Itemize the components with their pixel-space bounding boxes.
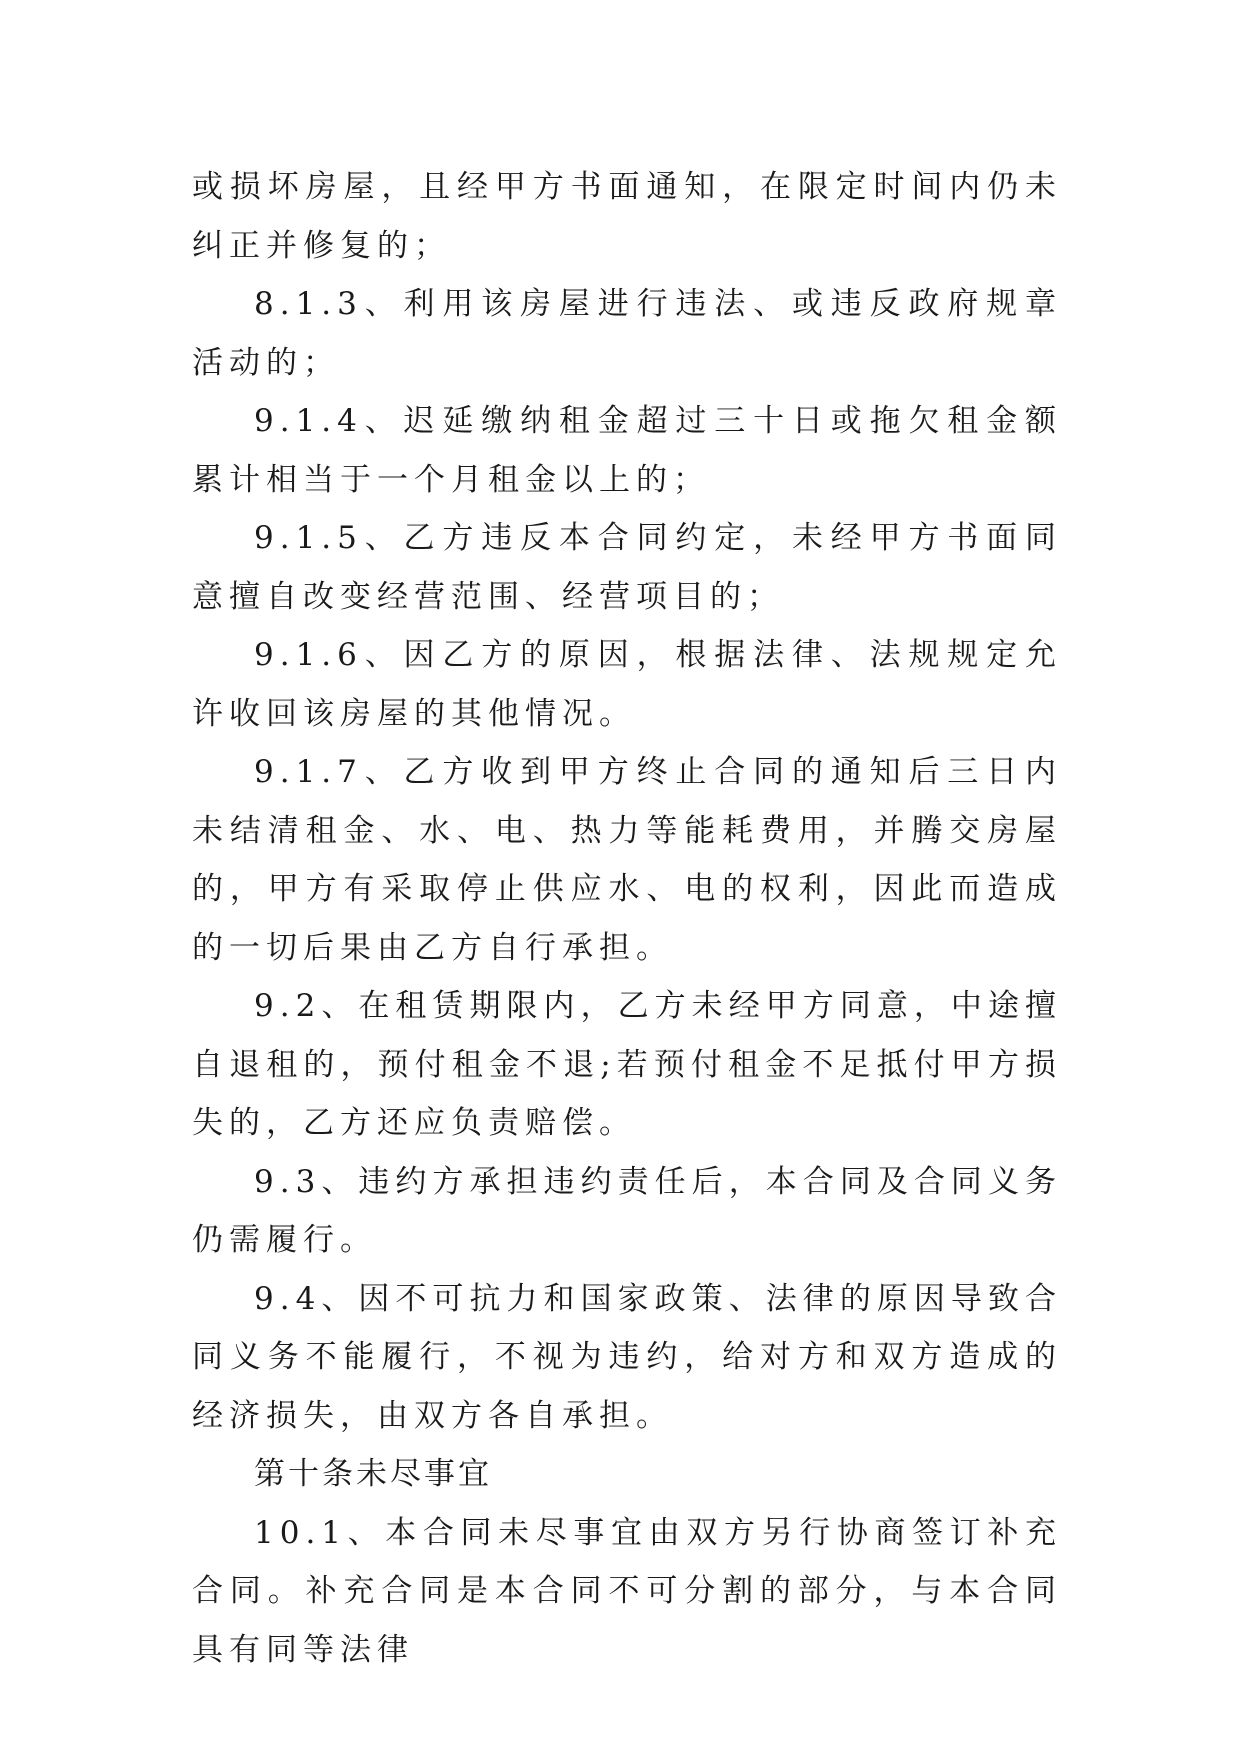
section-heading-article-10: 第十条未尽事宜 bbox=[254, 1456, 492, 1492]
clause-9-1-4: 9.1.4、迟延缴纳租金超过三十日或拖欠租金额累计相当于一个月租金以上的； bbox=[192, 403, 1062, 498]
clause-9-1-5: 9.1.5、乙方违反本合同约定，未经甲方书面同意擅自改变经营范围、经营项目的； bbox=[192, 520, 1062, 615]
clause-9-1-7: 9.1.7、乙方收到甲方终止合同的通知后三日内未结清租金、水、电、热力等能耗费用，并腾交房屋的，甲方有采取停止供应水、电的权利，因此而造成的一切后果由乙方自行承担。 bbox=[192, 754, 1062, 966]
clause-9-1-6: 9.1.6、因乙方的原因，根据法律、法规规定允许收回该房屋的其他情况。 bbox=[192, 637, 1062, 732]
document-body bbox=[192, 158, 1062, 1679]
clause-9-4: 9.4、因不可抗力和国家政策、法律的原因导致合同义务不能履行，不视为违约，给对方和双方造成的经济损失，由双方各自承担。 bbox=[192, 1280, 1062, 1434]
clause-9-3: 9.3、违约方承担违约责任后，本合同及合同义务仍需履行。 bbox=[192, 1163, 1062, 1258]
clause-10-1: 10.1、本合同未尽事宜由双方另行协商签订补充合同。补充合同是本合同不可分割的部分，与本合同具有同等法律 bbox=[192, 1514, 1062, 1668]
clause-9-2: 9.2、在租赁期限内，乙方未经甲方同意，中途擅自退租的，预付租金不退;若预付租金不足抵付甲方损失的，乙方还应负责赔偿。 bbox=[192, 988, 1062, 1141]
clause-8-1-3: 8.1.3、利用该房屋进行违法、或违反政府规章活动的； bbox=[192, 286, 1062, 381]
paragraph-continuation: 或损坏房屋，且经甲方书面通知，在限定时间内仍未纠正并修复的； bbox=[192, 169, 1062, 264]
